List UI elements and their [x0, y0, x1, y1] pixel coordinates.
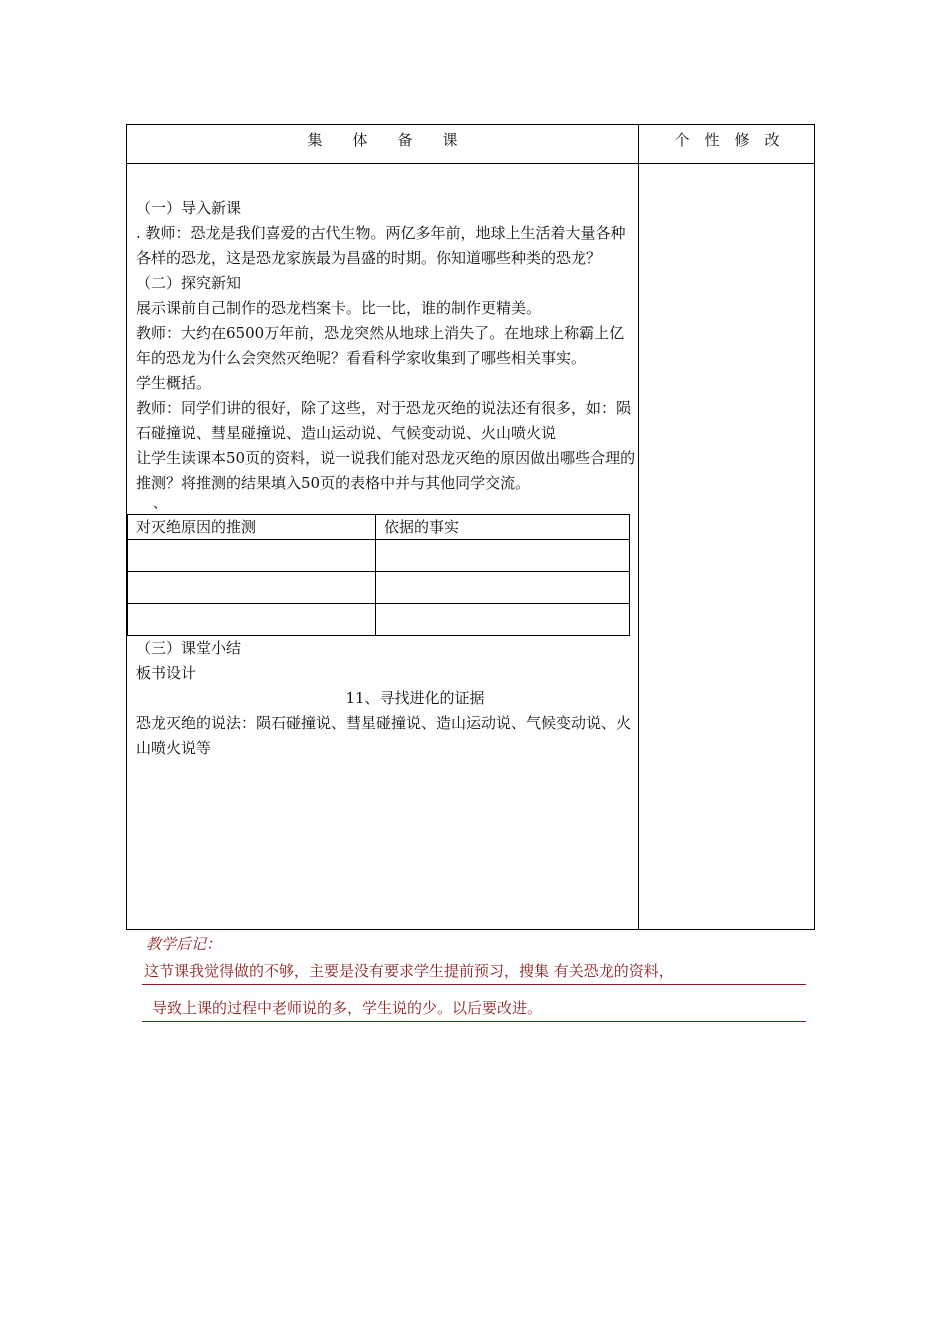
table-header-row: [128, 515, 630, 540]
table-cell[interactable]: [128, 572, 376, 604]
lesson-plan-table: [126, 124, 815, 930]
note-line-2: 导致上课的过程中老师说的多，学生说的少。以后要改进。: [142, 993, 806, 1022]
paragraph-student-summary: 学生概括。: [136, 374, 212, 392]
paragraph-teacher-intro: . 教师：恐龙是我们喜爱的古代生物。两亿多年前，地球上生活着大量各种各样的恐龙，这是恐龙家族最为昌盛的时期。你知道哪些种类的恐龙？: [136, 224, 626, 267]
header-personal-revision: 个 性 修 改: [674, 131, 780, 149]
paragraph-show-cards: 展示课前自己制作的恐龙档案卡。比一比，谁的制作更精美。: [136, 299, 542, 317]
table-header-evidence: 依据的事实: [376, 515, 630, 540]
paragraph-extinction-theories: 恐龙灭绝的说法：陨石碰撞说、彗星碰撞说、造山运动说、气候变动说、火山喷火说等: [136, 714, 632, 757]
section-intro: （一）导入新课: [136, 199, 242, 217]
paragraph-teacher-extinction: 教师：大约在6500万年前，恐龙突然从地球上消失了。在地球上称霸上亿年的恐龙为什么会突然灭绝呢？看看科学家收集到了哪些相关事实。: [136, 324, 625, 367]
paragraph-reading-task: 让学生读课本50页的资料，说一说我们能对恐龙灭绝的原因做出哪些合理的推测？将推测的结果填入50页的表格中并与其他同学交流。: [136, 449, 636, 492]
table-cell[interactable]: [128, 540, 376, 572]
column-divider: [638, 125, 639, 929]
lesson-content: [136, 196, 636, 761]
paragraph-board-design: 板书设计: [136, 664, 197, 682]
table-cell[interactable]: [128, 604, 376, 636]
inference-table: [127, 514, 630, 636]
table-row: [128, 540, 630, 572]
paragraph-teacher-theories: 教师：同学们讲的很好，除了这些，对于恐龙灭绝的说法还有很多，如：陨石碰撞说、彗星碰撞说、造山运动说、气候变动说、火山喷火说: [136, 399, 632, 442]
table-row: [128, 572, 630, 604]
table-cell[interactable]: [376, 572, 630, 604]
table-row: [128, 604, 630, 636]
table-header-inference: 对灭绝原因的推测: [128, 515, 376, 540]
header-collective-prep: 集 体 备 课: [307, 131, 458, 149]
section-summary: （三）课堂小结: [136, 639, 242, 657]
table-cell[interactable]: [376, 540, 630, 572]
section-explore: （二）探究新知: [136, 274, 242, 292]
board-title: 11、寻找进化的证据: [345, 689, 485, 707]
header-divider: [127, 163, 814, 164]
stray-mark: 、: [153, 496, 167, 512]
note-line-1: 这节课我觉得做的不够，主要是没有要求学生提前预习，搜集 有关恐龙的资料，: [142, 956, 806, 985]
notes-title: 教学后记：: [146, 935, 222, 953]
teaching-notes: [142, 932, 806, 1022]
table-cell[interactable]: [376, 604, 630, 636]
